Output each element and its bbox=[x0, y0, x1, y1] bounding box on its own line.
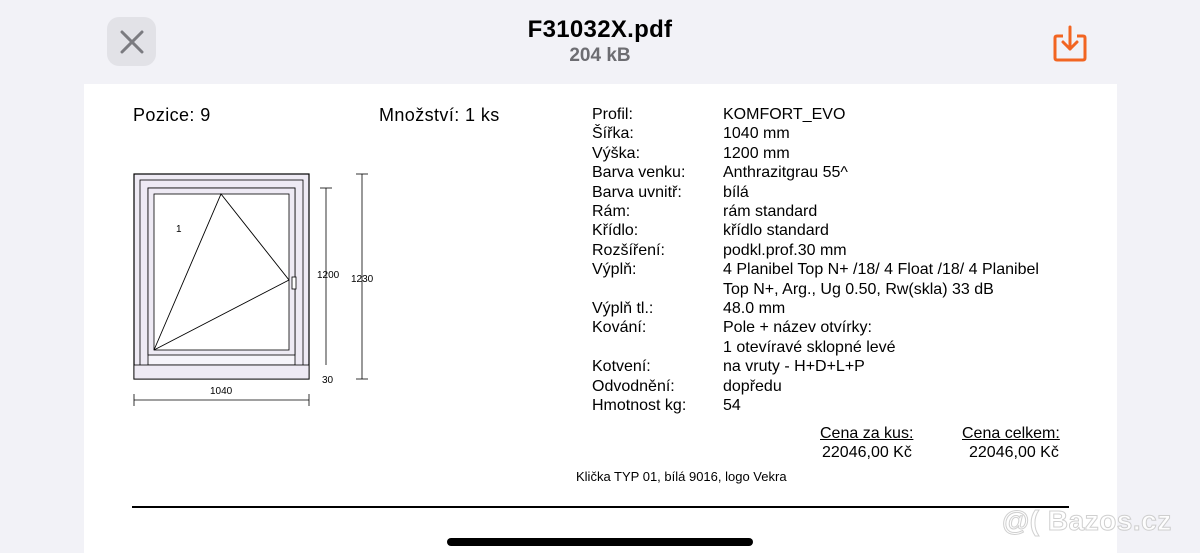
price-per-piece-label: Cena za kus: bbox=[820, 425, 914, 442]
spec-value: na vruty - H+D+L+P bbox=[723, 358, 865, 376]
file-title: F31032X.pdf bbox=[527, 16, 673, 43]
spec-value: Anthrazitgrau 55^ bbox=[723, 164, 848, 182]
spec-row bbox=[592, 105, 1083, 124]
file-size: 204 kB bbox=[569, 45, 631, 66]
spec-label: Výplň tl.: bbox=[592, 300, 654, 318]
spec-row bbox=[592, 202, 1083, 221]
spec-row bbox=[592, 357, 1083, 376]
spec-row bbox=[592, 221, 1083, 240]
spec-row bbox=[592, 299, 1083, 318]
spec-table bbox=[592, 105, 1083, 416]
spec-label: Barva uvnitř: bbox=[592, 183, 682, 201]
spec-row bbox=[592, 338, 1083, 357]
price-total-label: Cena celkem: bbox=[962, 425, 1060, 442]
position-label: Pozice: 9 bbox=[133, 105, 211, 125]
spec-value: dopředu bbox=[723, 377, 782, 395]
viewer-header bbox=[0, 0, 1200, 84]
divider bbox=[132, 506, 1069, 508]
quantity-label: Množství: 1 ks bbox=[379, 105, 500, 125]
spec-label: Odvodnění: bbox=[592, 377, 675, 395]
sash-number: 1 bbox=[176, 224, 182, 235]
spec-row bbox=[592, 124, 1083, 143]
dim-height-inner: 1200 bbox=[317, 270, 340, 281]
spec-value: 1200 mm bbox=[723, 144, 790, 162]
spec-row bbox=[592, 377, 1083, 396]
spec-value: rám standard bbox=[723, 203, 818, 221]
spec-label: Rám: bbox=[592, 203, 631, 221]
spec-value: 54 bbox=[723, 397, 741, 415]
spec-label: Rozšíření: bbox=[592, 241, 665, 259]
download-icon bbox=[1050, 24, 1090, 64]
spec-label: Kování: bbox=[592, 319, 647, 337]
download-button[interactable] bbox=[1050, 24, 1090, 64]
spec-row bbox=[592, 260, 1083, 279]
spec-value: křídlo standard bbox=[723, 222, 829, 240]
spec-value: bílá bbox=[723, 183, 749, 201]
spec-label: Kotvení: bbox=[592, 358, 651, 376]
window-drawing bbox=[124, 164, 384, 414]
dim-bottom-profile: 30 bbox=[322, 375, 334, 386]
spec-row bbox=[592, 318, 1083, 337]
spec-value: Top N+, Arg., Ug 0.50, Rw(skla) 33 dB bbox=[723, 280, 994, 298]
dim-height-total: 1230 bbox=[351, 274, 374, 285]
spec-label: Výplň: bbox=[592, 261, 637, 279]
handle-note: Klička TYP 01, bílá 9016, logo Vekra bbox=[576, 469, 787, 484]
spec-label: Profil: bbox=[592, 106, 633, 123]
spec-label: Hmotnost kg: bbox=[592, 397, 687, 415]
spec-label: Barva venku: bbox=[592, 164, 686, 182]
spec-label: Výška: bbox=[592, 144, 641, 162]
pdf-page[interactable] bbox=[84, 84, 1117, 553]
spec-row bbox=[592, 144, 1083, 163]
home-indicator[interactable] bbox=[447, 538, 753, 546]
spec-value: Pole + název otvírky: bbox=[723, 319, 872, 337]
spec-row bbox=[592, 280, 1083, 299]
spec-value: KOMFORT_EVO bbox=[723, 106, 846, 123]
spec-value: 48.0 mm bbox=[723, 300, 786, 318]
spec-value: podkl.prof.30 mm bbox=[723, 241, 847, 259]
spec-value: 4 Planibel Top N+ /18/ 4 Float /18/ 4 Planibel bbox=[723, 261, 1039, 279]
spec-label: Křídlo: bbox=[592, 222, 639, 240]
spec-row bbox=[592, 396, 1083, 415]
spec-row bbox=[592, 183, 1083, 202]
spec-value: 1040 mm bbox=[723, 125, 790, 143]
spec-label bbox=[592, 280, 723, 299]
spec-label: Šířka: bbox=[592, 125, 634, 143]
price-total: 22046,00 Kč bbox=[969, 444, 1059, 461]
spec-label bbox=[592, 338, 723, 357]
price-per-piece: 22046,00 Kč bbox=[822, 444, 912, 461]
spec-value: 1 otevíravé sklopné levé bbox=[723, 338, 896, 356]
spec-row bbox=[592, 163, 1083, 182]
watermark: @( Bazos.cz bbox=[1002, 505, 1172, 536]
spec-row bbox=[592, 241, 1083, 260]
dim-width: 1040 bbox=[210, 386, 233, 397]
